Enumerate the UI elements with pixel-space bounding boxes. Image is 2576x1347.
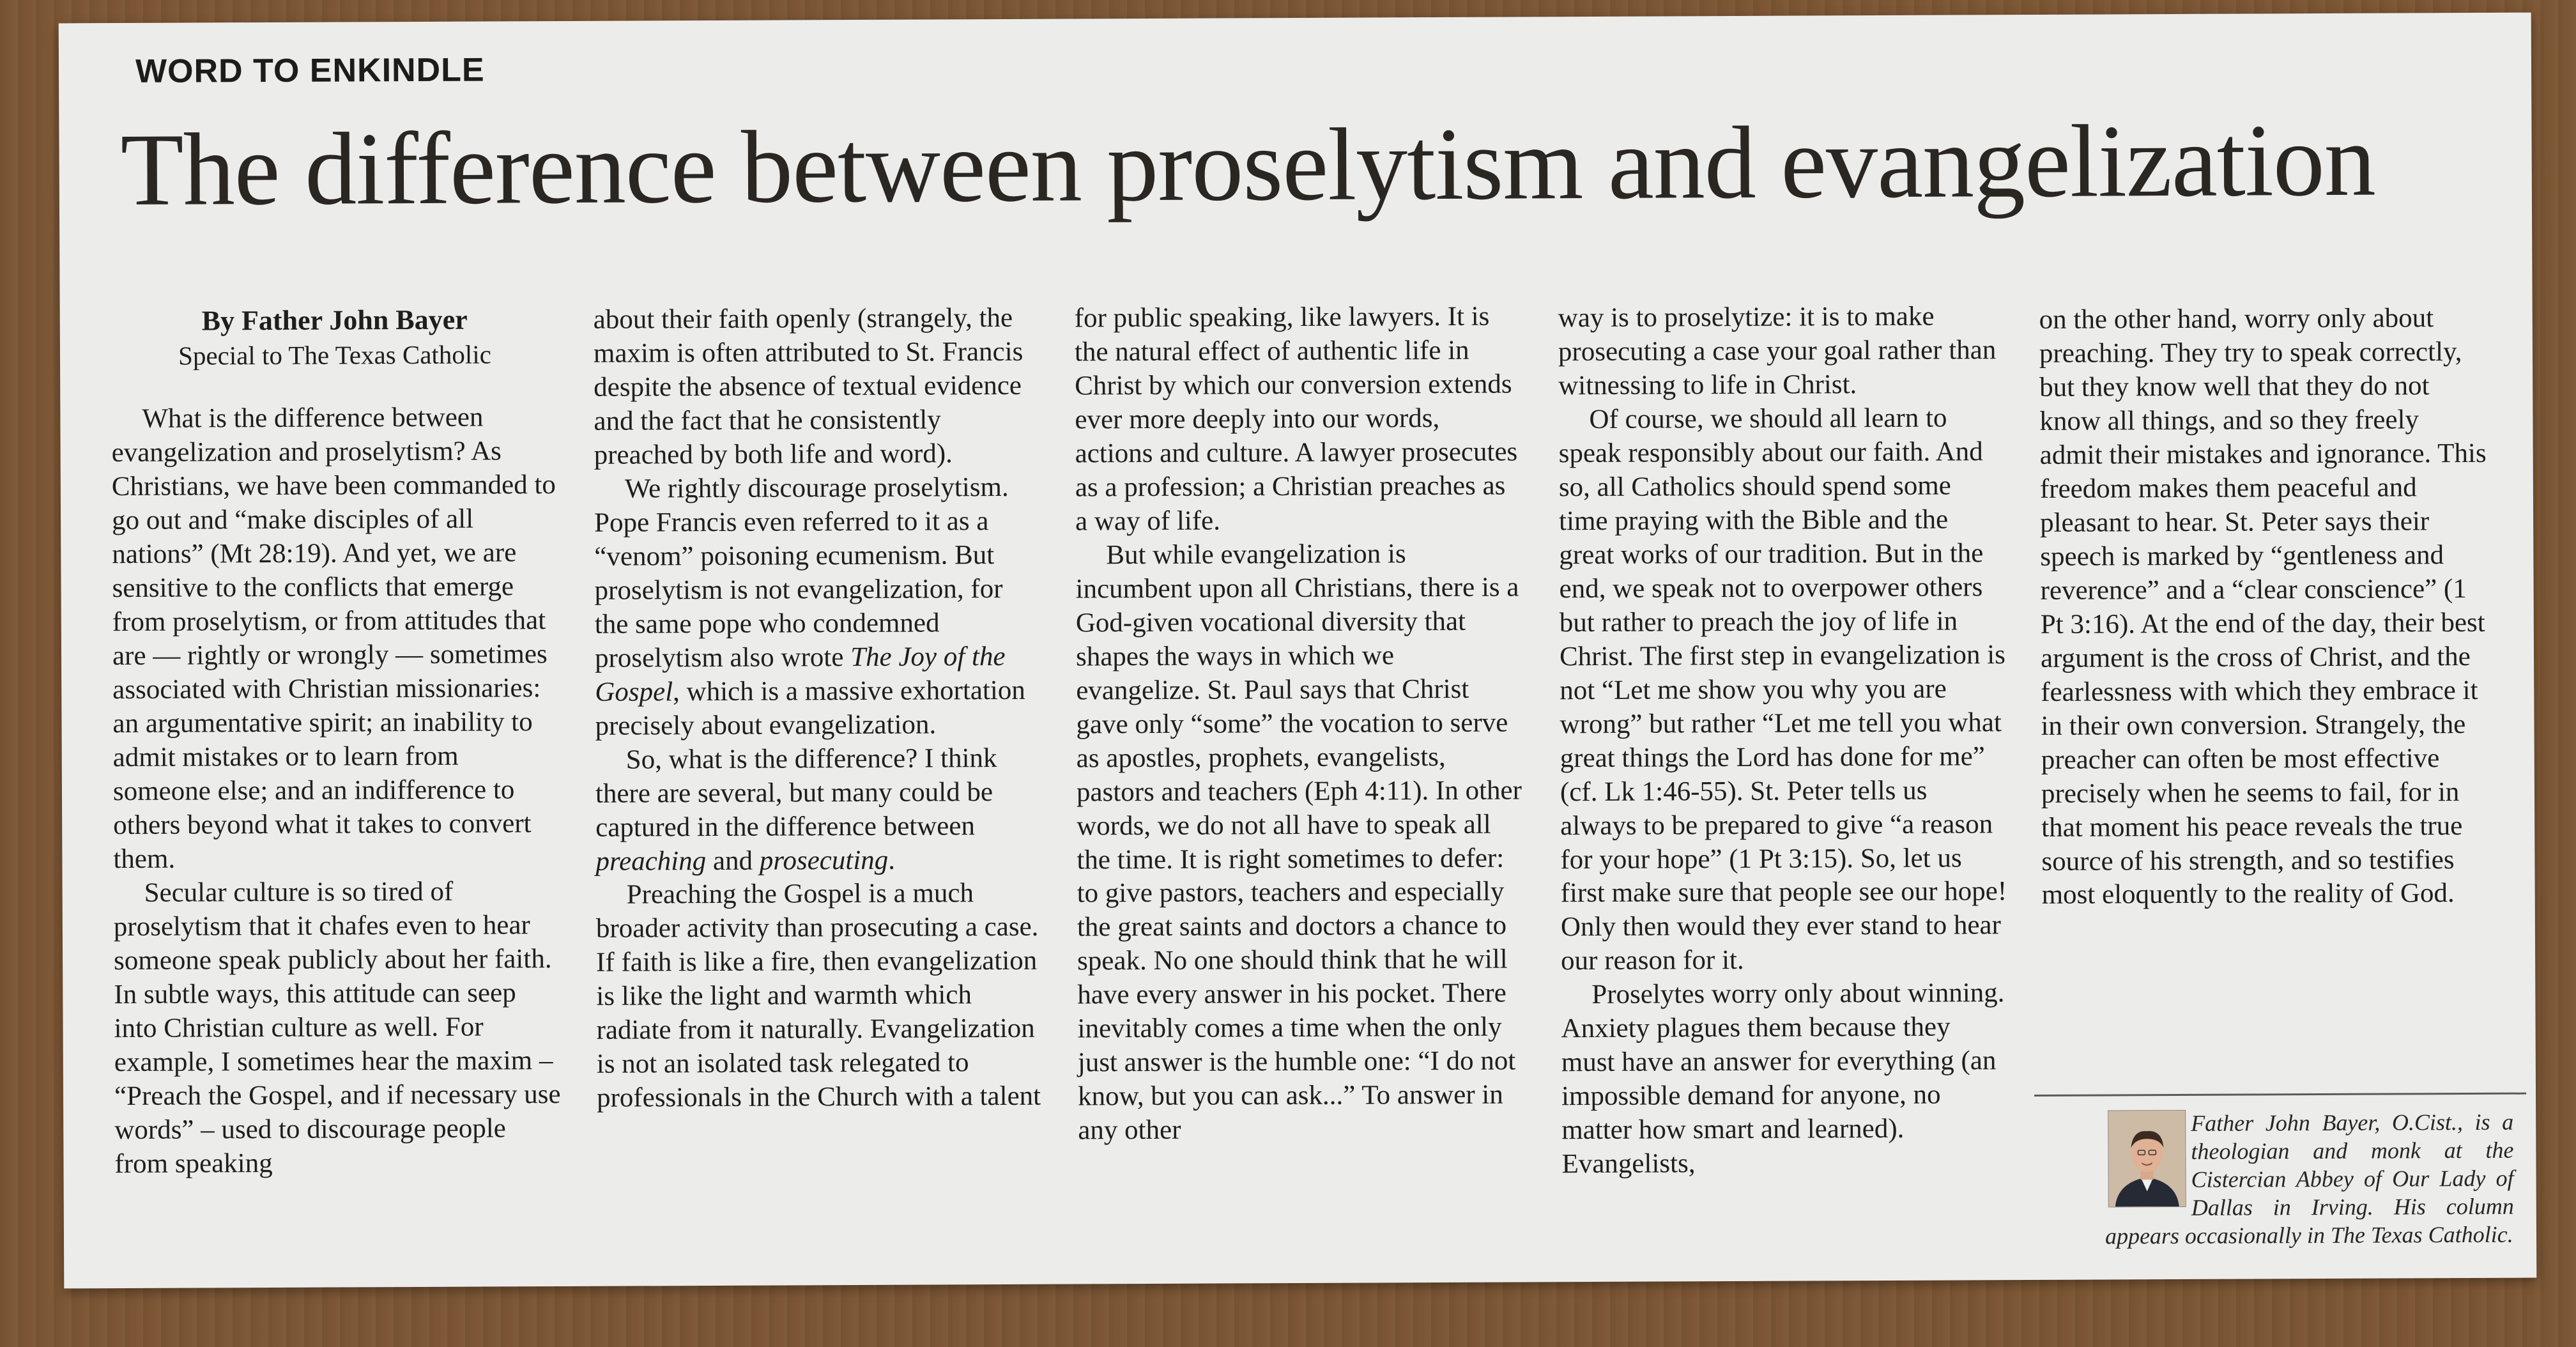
author-bio-box <box>2034 1093 2527 1295</box>
article-paragraph: Secular culture is so tired of proselytism that it chafes even to hear someone speak publicly about her faith. In subtle ways, this attitude can seep into Christian culture as well. For example, I sometimes hear the maxim – “Preach the Gospel, and if necessary use words” – used to discourage people from speaking <box>113 876 561 1179</box>
book-title: The Joy of the Gospel <box>595 641 1006 707</box>
article-column-3 <box>1075 300 1526 1148</box>
article-paragraph: on the other hand, worry only about preaching. They try to speak correctly, but they know well that they do not know all things, and so they freely admit their mistakes and ignorance. This freedom makes them peaceful and pleasant to hear. St. Peter says their speech is marked by “gentleness and reverence” and a “clear conscience” (1 Pt 3:16). At the end of the day, their best argument is the cross of Christ, and the fearlessness with which they embrace it in their own conversion. Strangely, the preacher can often be most effective precisely when he seems to fail, for in that moment his peace reveals the true source of his strength, and so testifies most eloquently to the reality of God. <box>2039 303 2487 911</box>
article-column-2 <box>594 302 1045 1116</box>
article-paragraph: What is the difference between evangelization and proselytism? As Christians, we have been commanded to go out and “make disciples of all nations” (Mt 28:19). And yet, we are sensitive to the conflicts that emerge from proselytism, or from attitudes that are — rightly or wrongly — sometimes associated with Christian missionaries: an argumentative spirit; an inability to admit mistakes or to learn from someone else; and an indifference to others beyond what it takes to convert them. <box>111 403 556 875</box>
emphasis-term: prosecuting <box>759 845 889 876</box>
article-paragraph: about their faith openly (strangely, the maxim is often attributed to St. Francis despite the absence of textual evidence and the fact that he consistently preached by both life and word). <box>593 302 1023 470</box>
section-label: WORD TO ENKINDLE <box>135 51 485 90</box>
byline <box>111 301 558 374</box>
paragraph-text: , which is a massive exhortation precisely about evangelization. <box>595 675 1025 741</box>
article-paragraph <box>594 471 1043 744</box>
article-paragraph: So, what is the difference? I think there are several, but many could be captured in the difference between preaching and prosecuting. <box>595 743 997 877</box>
newspaper-clipping <box>59 13 2537 1289</box>
byline-affiliation: Special to The Texas Catholic <box>178 339 491 371</box>
author-bio: Father John Bayer, O.Cist., is a theologian and monk at the Cistercian Abbey of Our Lady of Dallas in Irving. His column appears occasionally in The Texas Catholic. <box>2104 1109 2514 1249</box>
paragraph-text: We rightly discourage proselytism. Pope Francis even referred to it as a “venom” poisoning ecumenism. But proselytism is not evangelization, for the same pope who condemned proselytism also wrote <box>594 472 1009 674</box>
emphasis-term: preaching <box>595 845 707 877</box>
article-paragraph: Preaching the Gospel is a much broader activity than prosecuting a case. If faith is like a fire, then evangelization is like the light and warmth which radiate from it naturally. Evangelization is not an isolated task relegated to professionals in the Church with a talent <box>595 878 1041 1114</box>
article-column-5 <box>2039 302 2489 912</box>
article-paragraph: way is to proselytize: it is to make prosecuting a case your goal rather than witnessing to life in Christ. <box>1558 301 1997 401</box>
article-column-1 <box>111 301 562 1182</box>
paragraph-text: So, what is the difference? I think there are several, but many could be captured in the difference between <box>595 743 997 843</box>
article-paragraph: for public speaking, like lawyers. It is the natural effect of authentic life in Christ by which our conversion extends ever more deeply into our words, actions and culture. A lawyer prosecutes as a profession; a Christian preaches as a way of life. <box>1074 301 1518 537</box>
article-paragraph: Of course, we should all learn to speak responsibly about our faith. And so, all Catholics should spend some time praying with the Bible and the great works of our tradition. But in the end, we speak not to overpower others but rather to preach the joy of life in Christ. The first step in evangelization is not “Let me show you why you are wrong” but rather “Let me tell you what great things the Lord has done for me” (cf. Lk 1:46-55). St. Peter tells us always to be prepared to give “a reason for your hope” (1 Pt 3:15). So, let us first make sure that people see our hope! Only then would they ever stand to hear our reason for it. <box>1558 403 2007 976</box>
article-column-4 <box>1558 300 2009 1182</box>
article-paragraph: Proselytes worry only about winning. Anxiety plagues them because they must have an answer for everything (an impossible demand for anyone, no matter how smart and learned). Evangelists, <box>1561 978 2005 1180</box>
headline: The difference between proselytism and evangelization <box>120 103 2376 228</box>
article-paragraph: But while evangelization is incumbent upon all Christians, there is a God-given vocational diversity that shapes the ways in which we evangelize. St. Paul says that Christ gave only “some” the vocation to serve as apostles, prophets, evangelists, pastors and teachers (Eph 4:11). In other words, we do not all have to speak all the time. It is right sometimes to defer: to give pastors, teachers and especially the great saints and doctors a chance to speak. No one should think that he will have every answer in his pocket. There inevitably comes a time when the only just answer is the humble one: “I do not know, but you can ask...” To answer in any other <box>1075 539 1522 1146</box>
byline-author: By Father John Bayer <box>201 304 468 337</box>
paragraph-text: and <box>712 845 753 876</box>
